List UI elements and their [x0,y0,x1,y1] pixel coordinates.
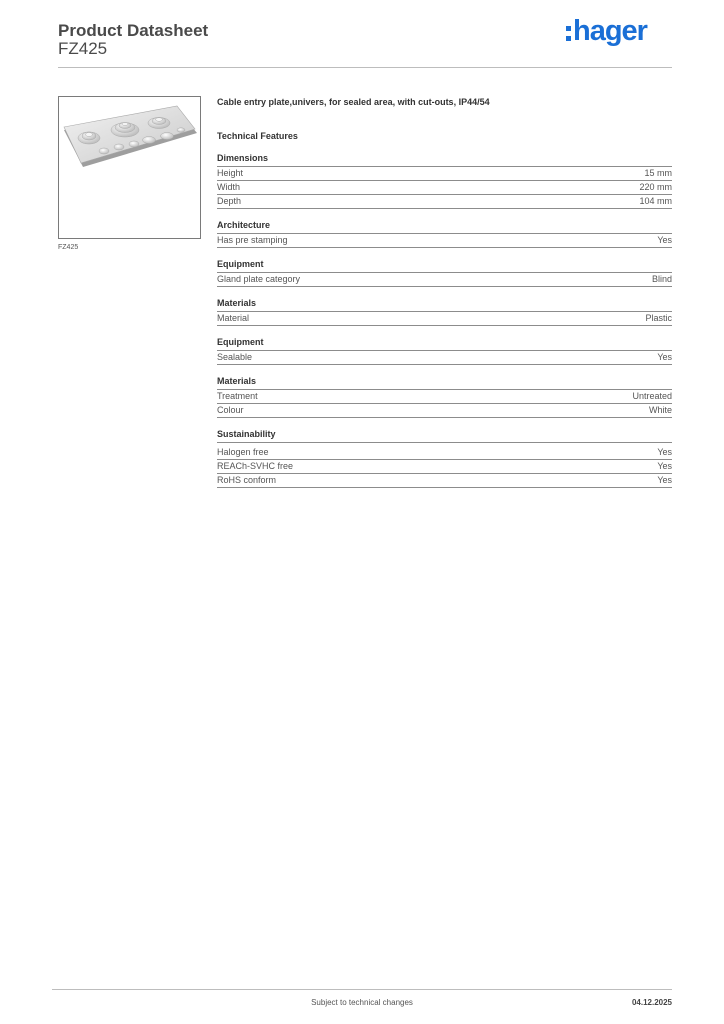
spec-value: White [648,405,672,415]
spec-value: Yes [657,447,672,457]
product-description: Cable entry plate,univers, for sealed area, with cut-outs, IP44/54 [217,97,490,107]
spec-value: Blind [651,274,672,284]
spec-row [217,312,672,326]
spec-value: 104 mm [639,196,672,206]
spec-value: 15 mm [644,168,672,178]
spec-label: Sealable [217,352,253,362]
spec-row [217,474,672,488]
spec-row [217,460,672,474]
spec-row [217,195,672,209]
spec-label: Halogen free [217,447,269,457]
group-title: Materials [217,376,672,390]
technical-content [217,96,672,488]
footer-divider [52,989,672,990]
logo-text: hager [573,14,647,47]
group-title: Architecture [217,220,672,234]
group-title: Sustainability [217,429,672,443]
spec-label: Height [217,168,244,178]
image-caption: FZ425 [58,244,79,251]
spec-label: Depth [217,196,242,206]
technical-features-heading: Technical Features [217,131,298,141]
product-code: FZ425 [58,39,108,58]
spec-group-sustainability [217,429,672,488]
spec-value: 220 mm [639,182,672,192]
spec-group-materials [217,298,672,326]
spec-row [217,167,672,181]
spec-label: Has pre stamping [217,235,288,245]
spec-group-architecture [217,220,672,248]
spec-group-materials-finish [217,376,672,418]
page-title: Product Datasheet [58,21,209,40]
spec-value: Yes [657,475,672,485]
spec-row [217,234,672,248]
header-divider [58,67,672,68]
hager-logo [566,14,647,48]
spec-value: Untreated [632,391,672,401]
spec-label: REACh-SVHC free [217,461,294,471]
spec-row [217,351,672,365]
group-title: Materials [217,298,672,312]
spec-label: Colour [217,405,244,415]
group-title: Equipment [217,337,672,351]
group-title: Equipment [217,259,672,273]
spec-label: RoHS conform [217,475,277,485]
spec-row [217,273,672,287]
group-title: Dimensions [217,153,672,167]
logo-dots-icon [566,26,571,41]
spec-label: Treatment [217,391,258,401]
spec-label: Gland plate category [217,274,301,284]
cable-entry-plate-illustration [59,97,200,238]
footer-date: 04.12.2025 [631,998,672,1007]
spec-group-equipment-sealable [217,337,672,365]
footer-note: Subject to technical changes [311,998,413,1007]
spec-group-dimensions [217,153,672,209]
spec-value: Yes [657,352,672,362]
spec-row [217,181,672,195]
spec-row [217,446,672,460]
spec-value: Yes [657,235,672,245]
spec-label: Material [217,313,250,323]
product-image [58,96,201,239]
spec-label: Width [217,182,241,192]
spec-value: Yes [657,461,672,471]
spec-row [217,404,672,418]
spec-row [217,390,672,404]
spec-value: Plastic [645,313,672,323]
spec-group-equipment [217,259,672,287]
